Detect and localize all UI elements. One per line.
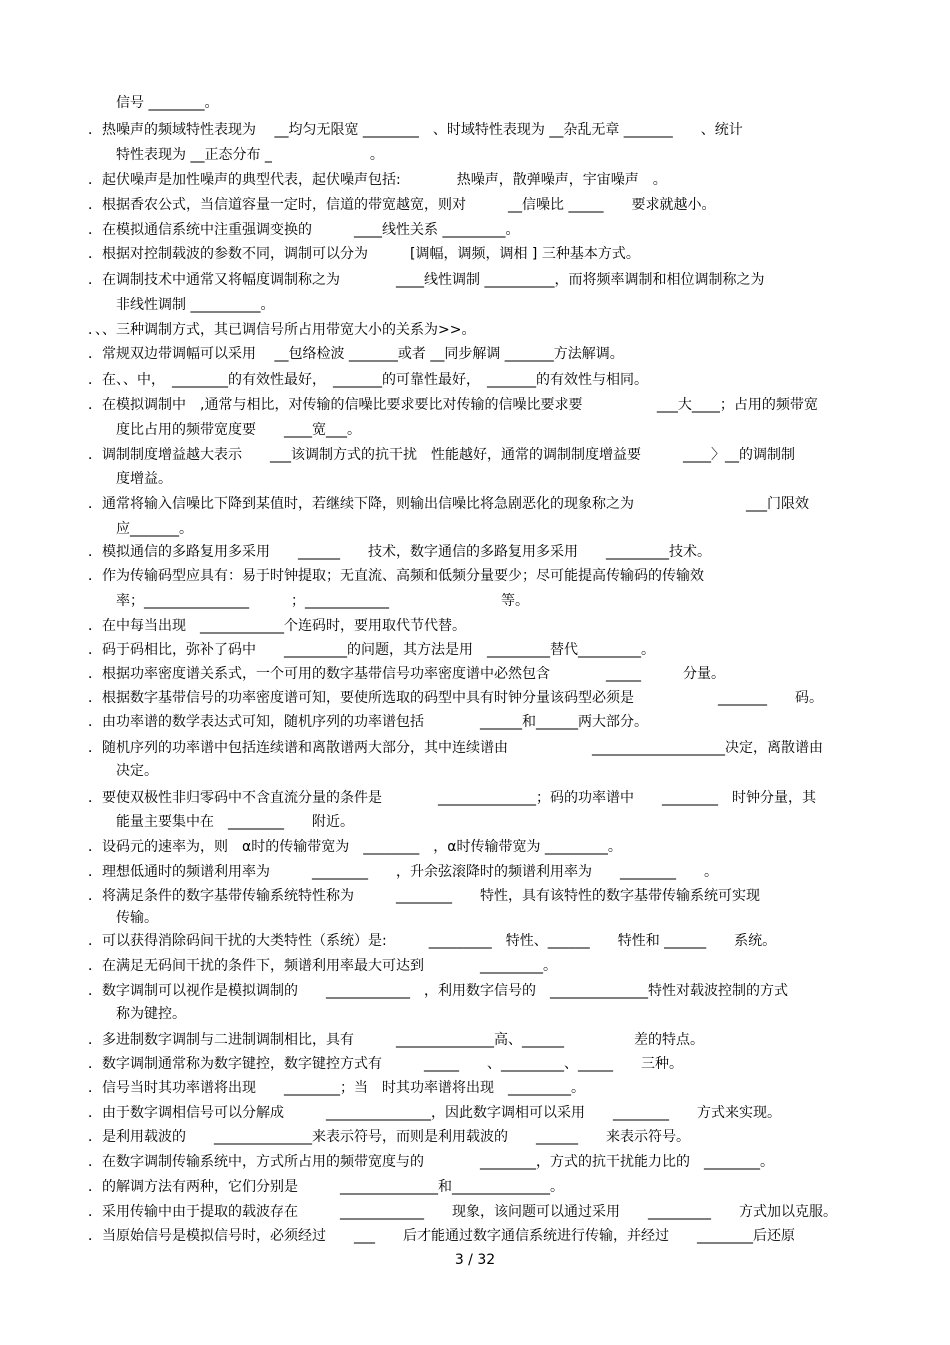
text-line: ．起伏噪声是加性噪声的典型代表，起伏噪声包括: 热噪声，散弹噪声，宇宙噪声 。: [88, 172, 667, 188]
text-line: 称为键控。: [88, 1006, 186, 1022]
text-line: 特性表现为 __正态分布 _ 。: [88, 147, 384, 163]
text-line: ．在、、中， ________的有效性最好， _______的可靠性最好， _______的有效性与相同。: [88, 372, 648, 388]
text-line: 非线性调制 __________。: [88, 297, 275, 313]
text-line: ．理想低通时的频谱利用率为 ________ ，升余弦滚降时的频谱利用率为 ________ 。: [88, 864, 718, 880]
page-number: 3 / 32: [454, 1252, 496, 1268]
text-line: ．根据功率密度谱关系式，一个可用的数字基带信号功率密度谱中必然包含 _____ 分量。: [88, 666, 725, 682]
text-line: ．常规双边带调幅可以采用 __包络检波 _______或者 __同步解调 _______方法解调。: [88, 346, 624, 362]
text-line: ．、、三种调制方式，其已调信号所占用带宽大小的关系为>>。: [88, 322, 476, 338]
text-line: ．在调制技术中通常又将幅度调制称之为 ____线性调制 __________，而将频率调制和相位调制称之为: [88, 272, 765, 288]
text-line: ．根据数字基带信号的功率密度谱可知，要使所选取的码型中具有时钟分量该码型必须是 _______ 码。: [88, 690, 823, 706]
text-line: ．由功率谱的数学表达式可知，随机序列的功率谱包括 ______和______两大部分。: [88, 714, 648, 730]
text-line: ．的解调方法有两种，它们分别是 ______________和______________。: [88, 1179, 564, 1195]
text-line: 率；_______________ ；____________ 等。: [88, 593, 529, 609]
text-line: 决定。: [88, 763, 158, 779]
text-line: ．将满足条件的数字基带传输系统特性称为 ________ 特性，具有该特性的数字基带传输系统可实现: [88, 888, 760, 904]
text-line: ．数字调制可以视作是模拟调制的 ____________ ，利用数字信号的 ______________特性对载波控制的方式: [88, 983, 788, 999]
text-line: ．在数字调制传输系统中，方式所占用的频带宽度与的 ________，方式的抗干扰能力比的 ________。: [88, 1154, 774, 1170]
text-line: ．信号当时其功率谱将出现 ________；当 时其功率谱将出现 _________。: [88, 1080, 585, 1096]
text-line: ．是利用载波的 ______________来表示符号，而则是利用载波的 ______ 来表示符号。: [88, 1129, 690, 1145]
text-line: ．随机序列的功率谱中包括连续谱和离散谱两大部分，其中连续谱由 ___________________决定，离散谱由: [88, 740, 823, 756]
text-line: ．可以获得消除码间干扰的大类特性（系统）是: _________ 特性、______ 特性和 ______ 系统。: [88, 933, 777, 949]
text-line: ．由于数字调相信号可以分解成 _______________，因此数字调相可以采用 ________ 方式来实现。: [88, 1105, 781, 1121]
text-line: ．作为传输码型应具有：易于时钟提取；无直流、高频和低频分量要少；尽可能提高传输码的传输效: [88, 568, 704, 584]
text-line: ．在模拟调制中 ,通常与相比，对传输的信噪比要求要比对传输的信噪比要求要 ___大____；占用的频带宽: [88, 397, 818, 413]
text-line: 传输。: [88, 910, 158, 926]
text-line: ．数字调制通常称为数字键控，数字键控方式有 _____ 、_________、_____ 三种。: [88, 1056, 683, 1072]
text-line: ．模拟通信的多路复用多采用 ______ 技术，数字通信的多路复用多采用 _________技术。: [88, 544, 711, 560]
text-line: ．根据香农公式，当信道容量一定时，信道的带宽越宽，则对 __信噪比 _____ 要求就越小。: [88, 197, 716, 213]
text-line: ．在中每当出现 ____________个连码时，要用取代节代替。: [88, 618, 466, 634]
text-line: 信号 ________。: [88, 95, 219, 111]
text-line: ．码于码相比，弥补了码中 _________的问题，其方法是用 _________替代_________。: [88, 642, 655, 658]
text-line: 能量主要集中在 ________ 附近。: [88, 814, 354, 830]
text-line: ．多进制数字调制与二进制调制相比，具有 ______________高、______ 差的特点。: [88, 1032, 704, 1048]
text-line: ．设码元的速率为，则 α时的传输带宽为 ________ ，α时传输带宽为 _________。: [88, 839, 622, 855]
text-line: ．当原始信号是模拟信号时，必须经过 ___ 后才能通过数字通信系统进行传输，并经过 ________后还原: [88, 1228, 795, 1244]
text-line: 度增益。: [88, 471, 172, 487]
text-line: ．在模拟通信系统中注重强调变换的 ____线性关系 _________。: [88, 222, 520, 238]
text-line: ．热噪声的频域特性表现为 __均匀无限宽 ________ 、时域特性表现为 __杂乱无章 _______ 、统计: [88, 122, 743, 138]
text-line: ．调制制度增益越大表示 ___该调制方式的抗干扰 性能越好，通常的调制制度增益要 ____〉__的调制制: [88, 447, 795, 463]
text-line: 应_______。: [88, 521, 193, 537]
text-line: ．通常将输入信噪比下降到某值时，若继续下降，则输出信噪比将急剧恶化的现象称之为 ___门限效: [88, 496, 809, 512]
text-line: 度比占用的频带宽度要 ____宽___。: [88, 422, 361, 438]
text-line: ．要使双极性非归零码中不含直流分量的条件是 ______________；码的功率谱中 ________ 时钟分量，其: [88, 790, 816, 806]
text-line: ．采用传输中由于提取的载波存在 ____________ 现象，该问题可以通过采用 _________ 方式加以克服。: [88, 1204, 837, 1220]
text-line: ．在满足无码间干扰的条件下，频谱利用率最大可达到 _________。: [88, 958, 557, 974]
text-line: ．根据对控制载波的参数不同，调制可以分为 [调幅，调频，调相 ] 三种基本方式。: [88, 246, 640, 262]
